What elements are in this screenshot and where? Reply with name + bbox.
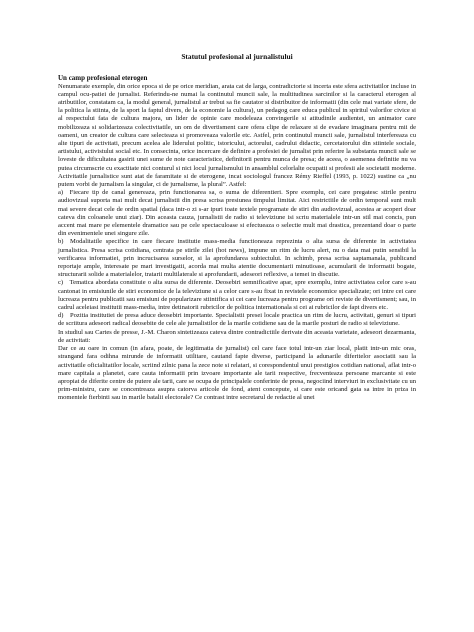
paragraph-b: b) Modalitatile specifice in care fiecare institutie mass-media functioneaza reprezinta o alta sursa de diferente in activitatea jurnalistica. Presa scrisa cotidiana, centrata pe stirile zilei (hot news), impune un ritm de lucru alert, nu o data mai putin sensibil la verificarea informatiei, prin incrucisarea surselor, si la aprofundarea subiectului. In schimb, presa scrisa saptamanala, publicand reportaje ample, interesate pe mari investigatii, acorda mai multa atentie documentarii minutioase, acumularii de informatii bogate, structurarii solide a materialelor, tratarii multilaterale si aprofundarii, adeseori reflexive, a temei in discutie.: [58, 238, 416, 279]
paragraph-charon: In studiul sau Cartes de presse, J.-M. Charon sintetizeaza cateva dintre contradictiile derivate din aceasta varietate, adeseori dezarmanta, de activitati:: [58, 328, 416, 344]
paragraph-a: a) Fiecare tip de canal genereaza, prin functionarea sa, o suma de diferentieri. Spre exemplu, cei care pregatesc stirile pentru audiovizual suporta mai mult decat jurnalistii din presa scrisa presiunea timpului limitat. Aici restrictiile de ordin temporal sunt mult mai severe decat cele de ordin spatial (daca intr-o zi s-ar ipuri toate textele programate de stiri din audiovizual, acestea ar acoperi doar cateva din coloanele unui ziar). Din aceasta cauza, jurnalistii de radio si televiziune isi scriu materialele intr-un stil mai concis, pun accent mai mare pe elementele dramatice sau pe cele spectaculoase si efectueaza o selectie mult mai drastica, prezentand doar o parte din evenimentele unei singure zile.: [58, 189, 416, 238]
section-heading: Un camp profesional eterogen: [58, 74, 148, 82]
paragraph-c: c) Tematica abordata constituie o alta sursa de diferente. Deosebiri semnificative apar, spre exemplu, intre activitatea celor care s-au cantonat in emisiunile de stiri economice de la televiziune si a celor care s-au fixat in revistele economice specializate; ori intre cei care lucreaza pentru publicatii sau emisiuni de popularizare stiintifica si cei care lucreaza pentru programe ori reviste de divertisment; sau, in cadrul aceleiasi institutii mass-media, intre detinatorii rubricilor de politica internationala si cei ai rubricilor de fapt divers etc.: [58, 279, 416, 312]
document-title: Statutul profesional al jurnalistului: [181, 52, 293, 61]
paragraph-intro: Nenumarate exemple, din orice epoca si de pe orice meridian, arata cat de larga, contradictorie si incerta este sfera activitatilor incluse in campul ocu-patiei de jurnalist. Referindu-ne numai la continutul muncii sale, la multitudinea sarcinilor si la caracterul eterogen al atributiilor, constatam ca, la modul general, jurnalistul ar trebui sa fie cautator si distribuitor de informatii (din cele mai variate sfere, de la politica la stiinta, de la sport la faptul divers, de la economie la cultura), un pedagog care educa publicul in spiritul valorilor civice si al respectului fata de cultura majora, un lider de opinie care modeleaza convingerile si atitudinile audientei, un animator care mobilizeaza si solidarizeaza colectivitatile, un om de divertisment care ofera clipe de relaxare si de evadare imaginara pentru mii de oameni, un creator de cultura care selecteaza si promoveaza valorile etc. Astfel, prin continutul muncii sale, jurnalistul interfereaza cu alte tipuri de activitati, precum acelea ale liderului politic, istoricului, actorului, cadrului didactic, cercetatorului din stiintele sociale, artistului, activistului social etc. In consecinta, orice incercare de definire a profesiei de jurnalist prin referire la substanta muncii sale se loveste de dificultatea gasirii unei sume de note caracteristice, definitorii pentru munca de presa; de aceea, o asemenea definitie nu va putea circumscrie cu exactitate nici conturul si nici locul jurnalismului in ansamblul celorlalte ocupatii si profesii ale societatii moderne. Activitatile jurnalistice sunt atat de faramitate si de eterogene, incat sociologul francez Rémy Rieffel (1993, p. 1022) sustine ca „nu putem vorbi de jurnalism la singular, ci de jurnalisme, la plural”. Astfel:: [58, 82, 416, 189]
paragraph-quote: Dar ce au oare in comun (in afara, poate, de legitimatia de jurnalist) cel care face totul intr-un ziar local, platit intr-un mic oras, strangand fara odihna mirunde de informatii utilitare, cautand fapte diverse, participand la adunarile diferitelor asociatii sau la activitatile oficialitatilor locale, scriind zilnic pana la zece note si relatari, si corespondentul unui prestigios cotidian national, aflat intr-o mare capitala a planetei, care cauta informatii prin izvoare importante ale tarii respective, frecventeaza persoane marcante si este apropiat de diferite centre de putere ale tarii, care se ocupa de principalele conferinte de presa, negociind interviuri in exclusivitate cu un prim-ministru, care se concentreaza asupra catorva articole de fond, atent concepute, si care este oricand gata sa intre in priza in momentele fierbinti sau in marile batalii electorale? Ce contrast intre secretarul de redactie al unei: [58, 345, 416, 402]
paragraph-d: d) Pozitia institutiei de presa aduce deosebiri importante. Specialistii presei locale practica un ritm de lucru, activitati, genuri si tipuri de scriitura adeseori radical deosebite de cele ale jurnalistilor de la marile cotidiene sau de la marile posturi de radio si televiziune.: [58, 312, 416, 328]
